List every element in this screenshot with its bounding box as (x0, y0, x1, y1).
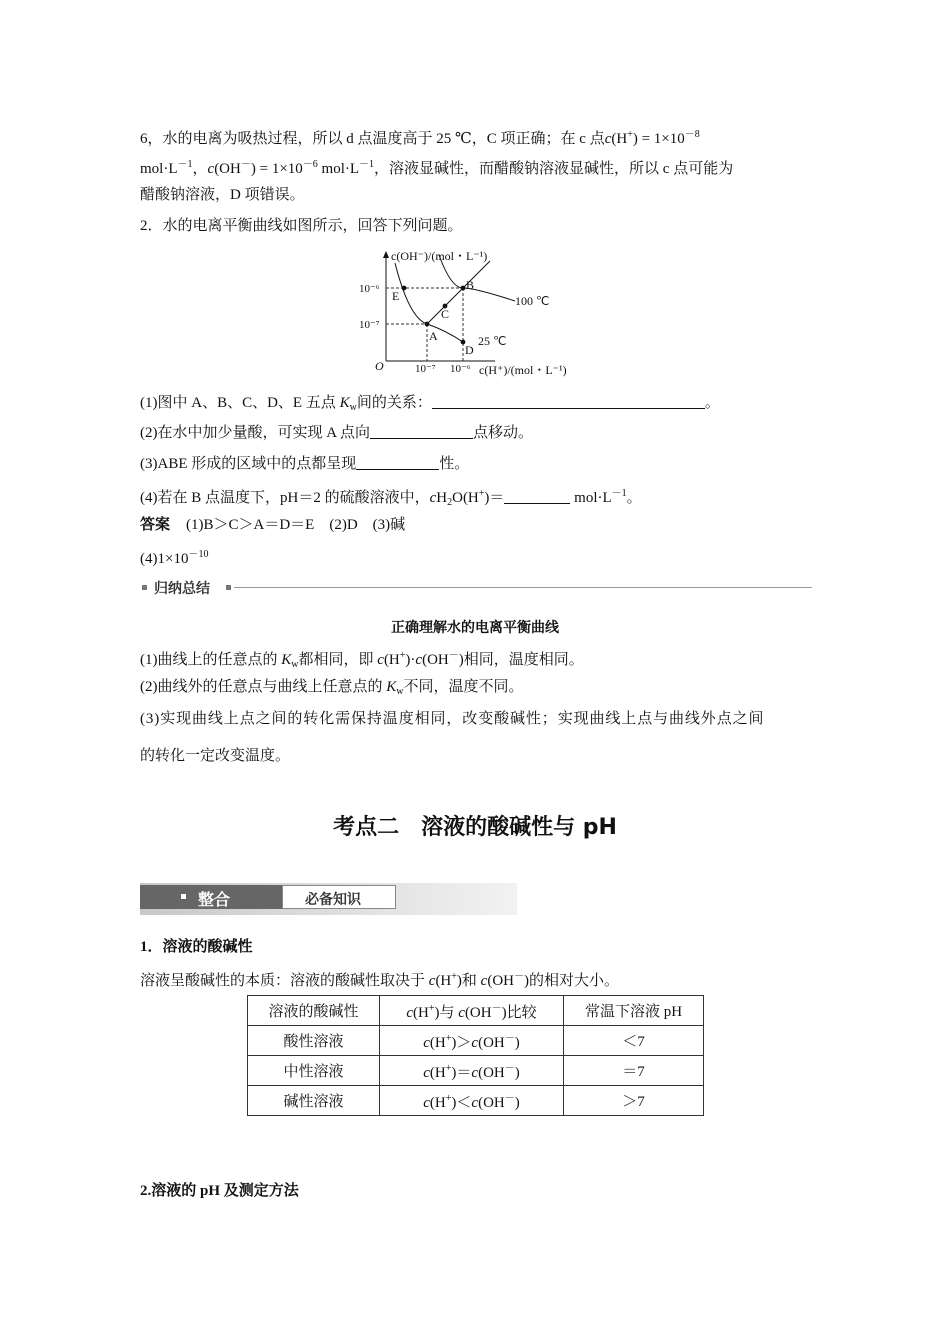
diagonal-line (427, 261, 490, 324)
y-axis-arrow (383, 251, 389, 258)
point-A (425, 322, 430, 327)
table-cell: 酸性溶液 (248, 1026, 380, 1056)
table-cell: c(H+)＝c(OH－) (380, 1056, 564, 1086)
answer-blank[interactable] (356, 455, 439, 470)
divider (234, 587, 812, 588)
summary-point-2: (2)曲线外的任意点与曲线上任意点的 $K_w$不同，温度不同。 (140, 679, 524, 697)
summary-header: 归纳总结 (140, 578, 812, 598)
square-bullet-icon (226, 585, 231, 590)
explanation-line-3: 醋酸钠溶液，D 项错误。 (140, 187, 305, 203)
question-part-4: (4)若在 B 点温度下，pH＝2 的硫酸溶液中，$cH_2O(H^+)= mol\cdot L^{-1}$。 (140, 488, 642, 508)
square-bullet-icon (181, 894, 186, 899)
question-part-1: (1)图中 A、B、C、D、E 五点 $K_w$间的关系： 。 (140, 395, 720, 413)
summary-point-3: (3)实现曲线上点之间的转化需保持温度相同，改变酸碱性；实现曲线上点与曲线外点之间 (140, 711, 765, 727)
y-tick-label-1: 10⁻⁶ (359, 283, 380, 295)
table-header-cell: 溶液的酸碱性 (248, 996, 380, 1026)
table-cell: 碱性溶液 (248, 1086, 380, 1116)
section-banner: 整合 必备知识 (140, 883, 517, 915)
table-cell: c(H+)＜c(OH－) (380, 1086, 564, 1116)
subsection-desc: 溶液呈酸碱性的本质：溶液的酸碱性取决于 c(H+)和 c(OH－)的相对大小。 (140, 971, 619, 989)
answer-line: 答案 (1)B＞C＞A＝D＝E (2)D (3)碱 (140, 517, 406, 533)
point-label-D: D (465, 343, 474, 357)
point-E (402, 286, 407, 291)
table-header-cell: c(H+)与 c(OH－)比较 (380, 996, 564, 1026)
summary-point-3-cont: 的转化一定改变温度。 (140, 748, 291, 764)
acidity-table (247, 995, 704, 1116)
point-label-C: C (441, 307, 450, 321)
table-cell: ＝7 (564, 1056, 704, 1086)
table-cell: ＜7 (564, 1026, 704, 1056)
subsection-title-2: 2.溶液的 pH 及测定方法 (140, 1183, 299, 1199)
explanation-line-2: $mol\cdot L^{-1}$，$c(OH^-) = 1\times 10^{-6}$ $mol\cdot L^{-1}$，溶液显碱性，而醋酸钠溶液显碱性，所以 c 点可能为 (140, 159, 734, 177)
summary-title: 正确理解水的电离平衡曲线 (391, 620, 559, 636)
section-title: 考点二 溶液的酸碱性与 pH (333, 815, 617, 840)
water-ionization-chart (355, 243, 600, 378)
y-axis-label: c(OH⁻)/(mol・L⁻¹) (391, 249, 488, 263)
x-tick-label-1: 10⁻⁷ (415, 363, 436, 375)
series-label-100C: 100 ℃ (515, 294, 550, 308)
square-bullet-icon (142, 585, 147, 590)
answer-line-2: $(4)1\times 10^{-10}$ (140, 549, 209, 567)
question-stem: 2．水的电离平衡曲线如图所示，回答下列问题。 (140, 218, 463, 234)
table-row (248, 1056, 704, 1086)
table-header-row (248, 996, 704, 1026)
table-row (248, 1026, 704, 1056)
table-cell: c(H+)＞c(OH－) (380, 1026, 564, 1056)
table-header-cell: 常温下溶液 pH (564, 996, 704, 1026)
answer-blank[interactable] (370, 424, 473, 439)
x-axis-label: c(H⁺)/(mol・L⁻¹) (479, 363, 567, 377)
point-label-A: A (429, 329, 438, 343)
series-label-25C: 25 ℃ (478, 334, 507, 348)
explanation-line-1: 6，水的电离为吸热过程，所以 d 点温度高于 25 ℃，C 项正确；在 c 点$c(H^+) = 1\times 10^{-8}$ (140, 129, 700, 147)
point-label-E: E (392, 289, 400, 303)
x-tick-label-2: 10⁻⁶ (450, 363, 471, 375)
origin-label: O (375, 359, 384, 373)
summary-point-1: (1)曲线上的任意点的 $K_w$都相同，即 c(H+)·c(OH－)相同，温度相同。 (140, 650, 584, 670)
table-cell: ＞7 (564, 1086, 704, 1116)
table-cell: 中性溶液 (248, 1056, 380, 1086)
point-B (461, 286, 466, 291)
subsection-title: 1．溶液的酸碱性 (140, 939, 253, 955)
answer-blank[interactable] (432, 394, 705, 409)
table-row (248, 1086, 704, 1116)
y-tick-label-2: 10⁻⁷ (359, 319, 380, 331)
answer-blank[interactable] (504, 489, 570, 504)
point-label-B: B (466, 278, 475, 292)
question-part-3: (3)ABE 形成的区域中的点都呈现 性。 (140, 456, 470, 472)
question-part-2: (2)在水中加少量酸，可实现 A 点向 点移动。 (140, 425, 534, 441)
